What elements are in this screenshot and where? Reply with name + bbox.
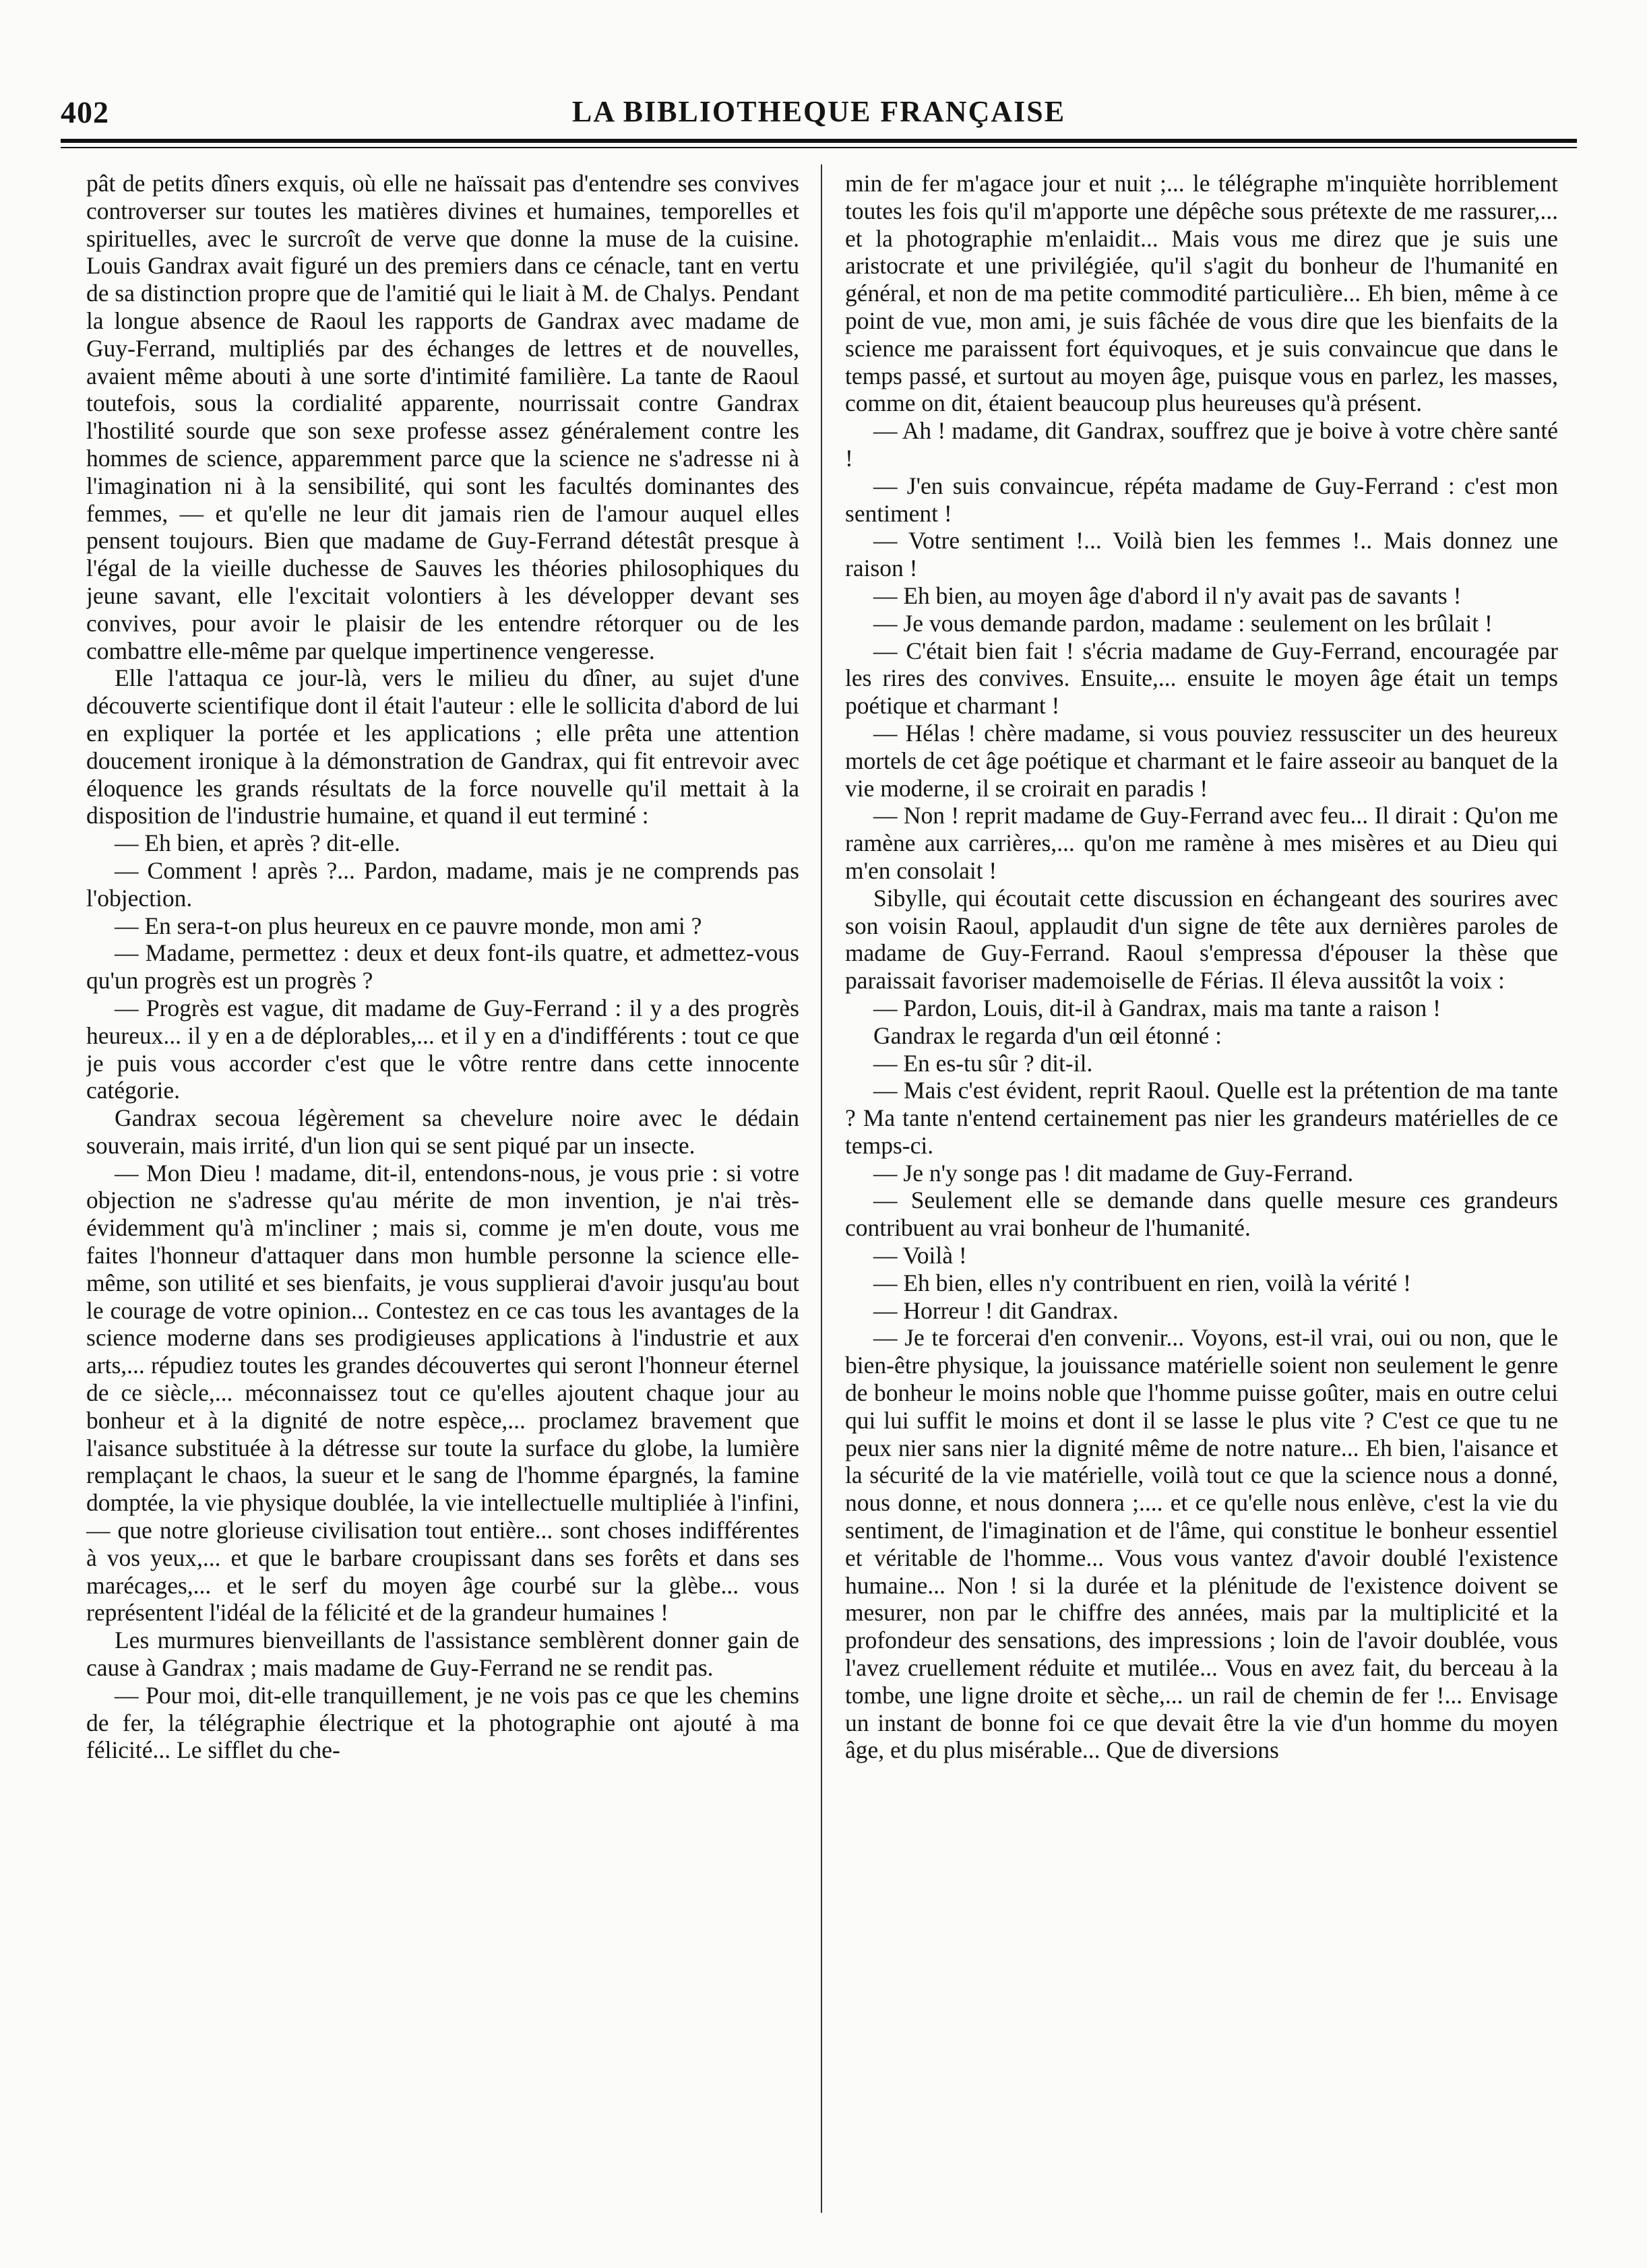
header-rule-thin [61,147,1577,148]
dialogue-line: — Votre sentiment !... Voilà bien les femmes !.. Mais donnez une raison ! [845,527,1558,582]
dialogue-line: — En sera-t-on plus heureux en ce pauvre monde, mon ami ? [115,912,702,939]
dialogue-line: — Hélas ! chère madame, si vous pouviez ressusciter un des heureux mortels de cet âge poétique et charmant et le faire asseoir au banquet de la vie moderne, il se croirait en paradis ! [845,719,1558,802]
paragraph: Elle l'attaqua ce jour-là, vers le milieu du dîner, au sujet d'une découverte scientifique dont il était l'auteur : elle le sollicita d'abord de lui en expliquer la portée et les applications ; elle prêta une attention doucement ironique à la démonstration de Gandrax, qui fit entrevoir avec éloquence les grands résultats de la force nouvelle qu'il mettait à la disposition de l'industrie humaine, et quand il eut terminé : [86,664,799,829]
dialogue-line: — Pardon, Louis, dit-il à Gandrax, mais ma tante a raison ! [873,994,1441,1021]
dialogue-line: — Comment ! après ?... Pardon, madame, mais je ne comprends pas l'objection. [86,856,799,912]
paragraph: Gandrax le regarda d'un œil étonné : [873,1021,1222,1049]
dialogue-line: — J'en suis convaincue, répéta madame de Guy-Ferrand : c'est mon sentiment ! [845,472,1558,527]
dialogue-line: — Je te forcerai d'en convenir... Voyons, est-il vrai, oui ou non, que le bien-être physique, la jouissance matérielle soient non seulement le genre de bonheur le moins noble que l'homme puisse goûter, mais en outre celui qui lui suffit le moins et dont il se lasse le plus vite ? C'est ce que tu ne peux nier sans nier la dignité même de notre nature... Eh bien, l'aisance et la sécurité de la vie matérielle, voilà tout ce que la science nous a donné, nous donne, et nous donnera ;.... et ce qu'elle nous enlève, c'est la vie du sentiment, de l'imagination et de l'âme, qui constitue le bonheur essentiel et véritable de l'homme... Vous vous vantez d'avoir doublé l'existence humaine... Non ! si la durée et la plénitude de l'existence doivent se mesurer, non par le chiffre des années, mais par la multiplicité et la profondeur des sensations, des impressions ; loin de l'avoir doublée, vous l'avez cruellement réduite et mutilée... Vous en avez fait, du berceau à la tombe, une ligne droite et sèche,... un rail de chemin de fer !... Envisage un instant de bonne foi ce que devait être la vie d'un homme du moyen âge, et du plus misérable... Que de diversions [845,1324,1558,1764]
dialogue-line: — Horreur ! dit Gandrax. [873,1296,1119,1324]
dialogue-line: — En es-tu sûr ? dit-il. [873,1049,1093,1077]
dialogue-line: — Eh bien, et après ? dit-elle. [115,829,400,857]
dialogue-line: — Non ! reprit madame de Guy-Ferrand avec feu... Il dirait : Qu'on me ramène aux carrières,... qu'on me ramène à mes misères et au Dieu qui m'en consolait ! [845,802,1558,884]
dialogue-line: — Ah ! madame, dit Gandrax, souffrez que je boive à votre chère santé ! [845,417,1558,472]
page-number: 402 [61,95,109,129]
paragraph: Gandrax secoua légèrement sa chevelure noire avec le dédain souverain, mais irrité, d'un lion qui se sent piqué par un insecte. [86,1104,799,1159]
dialogue-line: — Eh bien, au moyen âge d'abord il n'y avait pas de savants ! [873,581,1462,609]
paragraph: Sibylle, qui écoutait cette discussion en échangeant des sourires avec son voisin Raoul, applaudit d'un signe de tête aux dernières paroles de madame de Guy-Ferrand. Raoul s'empressa d'épouser la thèse que paraissait favoriser mademoiselle de Férias. Il éleva aussitôt la voix : [845,884,1558,995]
paragraph: pât de petits dîners exquis, où elle ne haïssait pas d'entendre ses convives controverser sur toutes les matières divines et humaines, temporelles et spirituelles, avec le surcroît de verve que donne la muse de la cuisine. Louis Gandrax avait figuré un des premiers dans ce cénacle, tant en vertu de sa distinction propre que de l'amitié qui le liait à M. de Chalys. Pendant la longue absence de Raoul les rapports de Gandrax avec madame de Guy-Ferrand, multipliés par des échanges de lettres et de nouvelles, avaient même abouti à une sorte d'intimité familière. La tante de Raoul toutefois, sous la cordialité apparente, nourrissait contre Gandrax l'hostilité sourde que son sexe professe assez généralement contre les hommes de science, apparemment parce que la science ne s'adresse ni à l'imagination ni à la sensibilité, qui sont les facultés dominantes des femmes, — et qu'elle ne leur dit jamais rien de l'amour auquel elles pensent toujours. Bien que madame de Guy-Ferrand détestât presque à l'égal de la vieille duchesse de Sauves les théories philosophiques du jeune savant, elle l'excitait volontiers à les développer devant ses convives, pour avoir le plaisir de les entendre rétorquer ou de les combattre elle-même par quelque impertinence vengeresse. [86,170,799,664]
page-header [61,94,1577,135]
right-column [845,170,1558,2205]
column-divider [821,164,822,2213]
dialogue-line: — Je n'y songe pas ! dit madame de Guy-Ferrand. [873,1159,1354,1187]
dialogue-line: — Voilà ! [873,1242,967,1269]
dialogue-line: — C'était bien fait ! s'écria madame de Guy-Ferrand, encouragée par les rires des convives. Ensuite,... ensuite le moyen âge était un temps poétique et charmant ! [845,637,1558,720]
left-column [86,170,799,2205]
dialogue-line: — Seulement elle se demande dans quelle mesure ces grandeurs contribuent au vrai bonheur de l'humanité. [845,1187,1558,1242]
dialogue-line: — Je vous demande pardon, madame : seulement on les brûlait ! [873,609,1493,637]
paragraph: Les murmures bienveillants de l'assistance semblèrent donner gain de cause à Gandrax ; mais madame de Guy-Ferrand ne se rendit pas. [86,1627,799,1682]
dialogue-line: — Mais c'est évident, reprit Raoul. Quelle est la prétention de ma tante ? Ma tante n'entend certainement pas nier les grandeurs matérielles de ce temps-ci. [845,1077,1558,1159]
dialogue-line: — Progrès est vague, dit madame de Guy-Ferrand : il y a des progrès heureux... il y en a de déplorables,... et il y en a d'indifférents : tout ce que je puis vous accorder c'est que le vôtre rentre dans cette innocente catégorie. [86,994,799,1104]
running-title: LA BIBLIOTHEQUE FRANÇAISE [571,95,1066,128]
header-rule-thick [61,139,1577,143]
dialogue-line: — Eh bien, elles n'y contribuent en rien, voilà la vérité ! [873,1269,1411,1296]
dialogue-line: — Madame, permettez : deux et deux font-ils quatre, et admettez-vous qu'un progrès est un progrès ? [86,939,799,995]
paragraph: min de fer m'agace jour et nuit ;... le télégraphe m'inquiète horriblement toutes les fois qu'il m'apporte une dépêche sous prétexte de me rassurer,... et la photographie m'enlaidit... Mais vous me direz que je suis une aristocrate et une privilégiée, qu'il s'agit du bonheur de l'humanité en général, et non de ma petite commodité particulière... Eh bien, même à ce point de vue, mon ami, je suis fâchée de vous dire que les bienfaits de la science me paraissent fort équivoques, et je suis convaincue que dans le temps passé, et surtout au moyen âge, puisque vous en parlez, les masses, comme on dit, étaient beaucoup plus heureuses qu'à présent. [845,170,1558,417]
dialogue-line: — Mon Dieu ! madame, dit-il, entendons-nous, je vous prie : si votre objection ne s'adresse qu'au mérite de mon invention, je n'ai très-évidemment qu'à m'incliner ; mais si, comme je m'en doute, vous me faites l'honneur d'attaquer dans mon humble personne la science elle-même, son utilité et ses bienfaits, je vous supplierai d'avoir jusqu'au bout le courage de votre opinion... Contestez en ce cas tous les avantages de la science moderne dans ses prodigieuses applications à l'industrie et aux arts,... répudiez toutes les grandes découvertes qui seront l'honneur éternel de ce siècle,... méconnaissez tout ce qu'elles ajoutent chaque jour au bonheur et à la dignité de notre espèce,... proclamez bravement que l'aisance substituée à la détresse sur toute la surface du globe, la lumière remplaçant le chaos, la sueur et le sang de l'homme épargnés, la famine domptée, la vie physique doublée, la vie intellectuelle multipliée à l'infini, — que notre glorieuse civilisation tout entière... sont choses indifférentes à vos yeux,... et que le barbare croupissant dans ses forêts et dans ses marécages,... et le serf du moyen âge courbé sur la glèbe... vous représentent l'idéal de la félicité et de la grandeur humaines ! [86,1159,799,1627]
dialogue-line: — Pour moi, dit-elle tranquillement, je ne vois pas ce que les chemins de fer, la télégraphie électrique et la photographie ont ajouté à ma félicité... Le sifflet du che- [86,1681,799,1764]
